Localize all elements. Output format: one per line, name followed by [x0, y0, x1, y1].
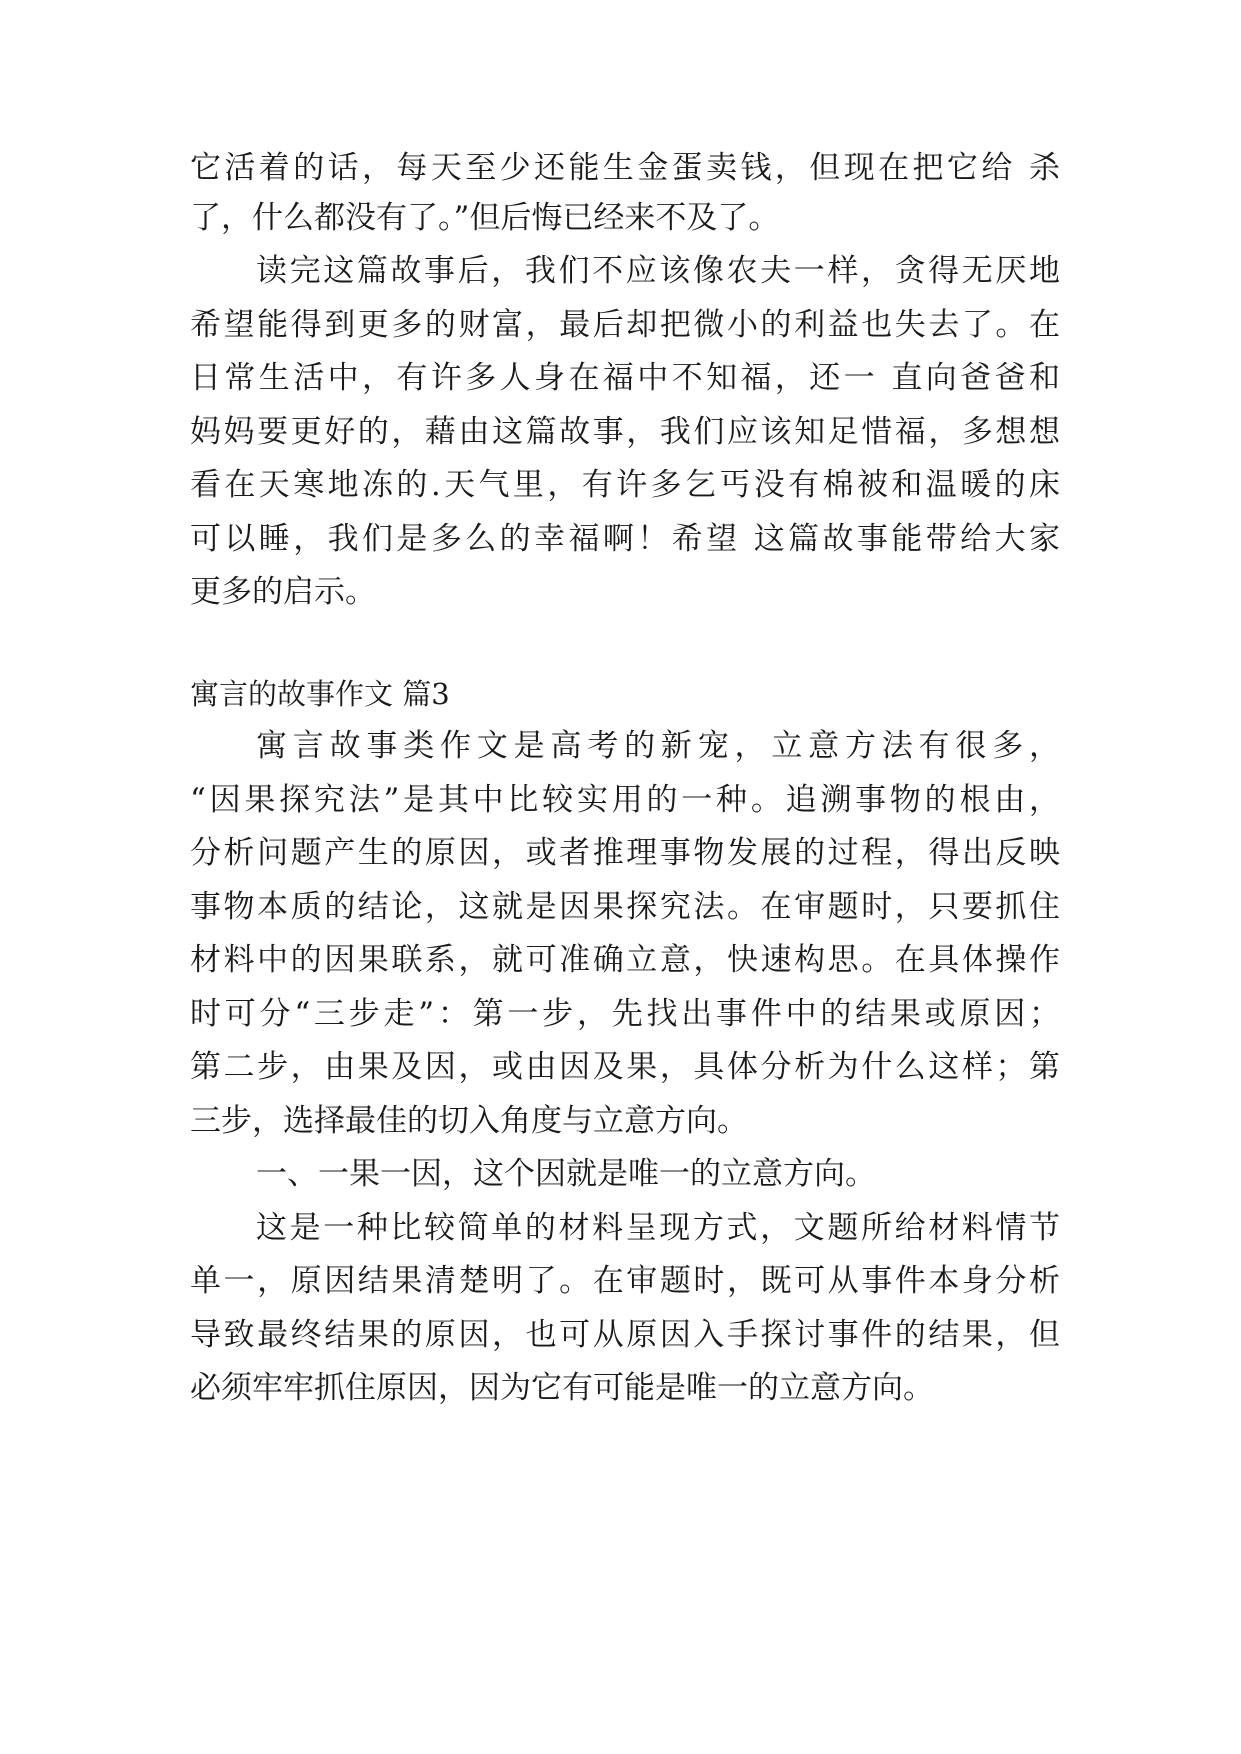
text-line: 它活着的话，每天至少还能生金蛋卖钱，但现在把它给 杀 — [190, 150, 1060, 186]
paragraph-first-line: 一、一果一因，这个因就是唯一的立意方向。 — [256, 1156, 876, 1192]
text-line: 导致最终结果的原因，也可从原因入手探讨事件的结果，但 — [190, 1317, 1060, 1353]
text-line: “因果探究法”是其中比较实用的一种。追溯事物的根由， — [190, 782, 1060, 818]
paragraph-first-line: 读完这篇故事后，我们不应该像农夫一样，贪得无厌地 — [256, 253, 1060, 289]
text-line: 材料中的因果联系，就可准确立意，快速构思。在具体操作 — [190, 942, 1060, 978]
text-line: 第二步，由果及因，或由因及果，具体分析为什么这样；第 — [190, 1049, 1060, 1085]
text-line: 分析问题产生的原因，或者推理事物发展的过程，得出反映 — [190, 835, 1060, 871]
paragraph-first-line: 这是一种比较简单的材料呈现方式，文题所给材料情节 — [256, 1210, 1060, 1246]
text-line: 时可分“三步走”：第一步，先找出事件中的结果或原因； — [190, 996, 1060, 1032]
text-line: 单一，原因结果清楚明了。在审题时，既可从事件本身分析 — [190, 1263, 1060, 1299]
text-line: 必须牢牢抓住原因，因为它有可能是唯一的立意方向。 — [190, 1370, 934, 1406]
section-heading: 寓言的故事作文 篇3 — [190, 677, 450, 711]
text-line: 日常生活中，有许多人身在福中不知福，还一 直向爸爸和 — [190, 360, 1060, 396]
text-line: 可以睡，我们是多么的幸福啊！希望 这篇故事能带给大家 — [190, 521, 1060, 557]
text-line: 妈妈要更好的，藉由这篇故事，我们应该知足惜福，多想想 — [190, 414, 1060, 450]
text-line: 事物本质的结论，这就是因果探究法。在审题时，只要抓住 — [190, 889, 1060, 925]
text-line: 三步，选择最佳的切入角度与立意方向。 — [190, 1103, 748, 1139]
text-line: 了，什么都没有了。”但后悔已经来不及了。 — [190, 200, 780, 236]
paragraph-first-line: 寓言故事类作文是高考的新宠，立意方法有很多， — [256, 728, 1060, 764]
text-line: 希望能得到更多的财富，最后却把微小的利益也失去了。在 — [190, 307, 1060, 343]
text-line: 更多的启示。 — [190, 574, 376, 610]
text-line: 看在天寒地冻的.天气里，有许多乞丐没有棉被和温暖的床 — [190, 467, 1060, 503]
